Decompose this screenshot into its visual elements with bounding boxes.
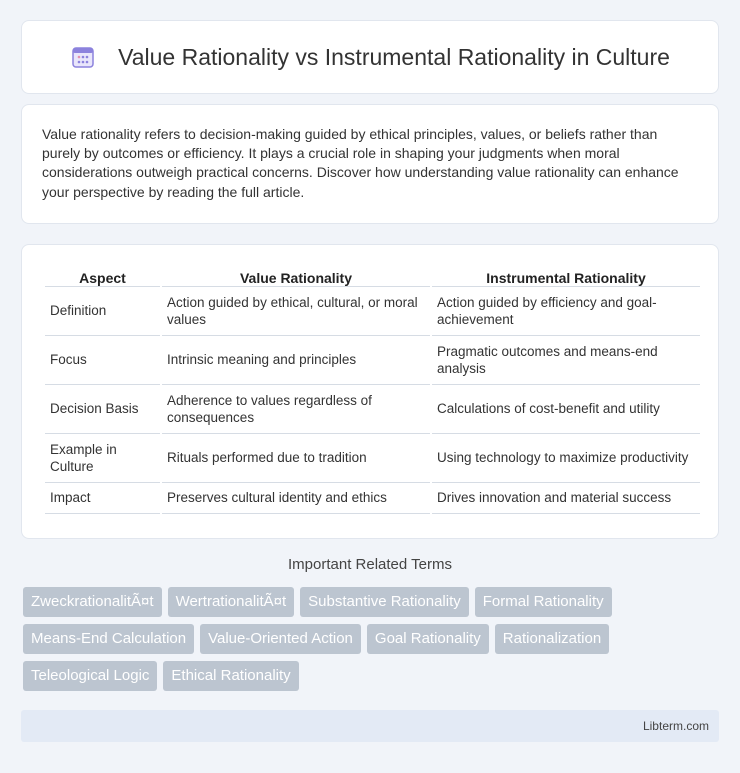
intro-text: Value rationality refers to decision-making guided by ethical principles, values, or beliefs rather than purely by outcomes or efficiency. It plays a crucial role in shaping your judgments when moral considerations outweigh practical concerns. Discover how understanding value rationality can enhance your perspective by reading the full article. (42, 126, 679, 200)
table-cell: Calculations of cost-benefit and utility (432, 385, 700, 434)
table-row (45, 483, 700, 514)
tag-substantive-rationality[interactable]: Substantive Rationality (300, 587, 469, 617)
related-terms-section (21, 556, 719, 691)
table-header-row (45, 267, 700, 287)
header-card (21, 20, 719, 94)
column-header-aspect: Aspect (45, 267, 160, 287)
tag-wertrationalitat[interactable]: WertrationalitÃ¤t (168, 587, 295, 617)
tag-zweckrationalitat[interactable]: ZweckrationalitÃ¤t (23, 587, 162, 617)
tag-value-oriented-action[interactable]: Value-Oriented Action (200, 624, 361, 654)
tag-ethical-rationality[interactable]: Ethical Rationality (163, 661, 298, 691)
table-cell: Using technology to maximize productivity (432, 434, 700, 483)
tag-formal-rationality[interactable]: Formal Rationality (475, 587, 612, 617)
table-cell: Impact (45, 483, 160, 514)
table-row (45, 287, 700, 336)
comparison-table (43, 267, 702, 514)
table-cell: Definition (45, 287, 160, 336)
intro-card (21, 104, 719, 224)
footer-site-link[interactable]: Libterm.com (642, 719, 709, 733)
tag-means-end-calculation[interactable]: Means-End Calculation (23, 624, 194, 654)
table-cell: Preserves cultural identity and ethics (162, 483, 430, 514)
table-cell: Decision Basis (45, 385, 160, 434)
column-header-instrumental-rationality: Instrumental Rationality (432, 267, 700, 287)
table-cell: Adherence to values regardless of consequences (162, 385, 430, 434)
table-cell: Rituals performed due to tradition (162, 434, 430, 483)
table-cell: Drives innovation and material success (432, 483, 700, 514)
tag-goal-rationality[interactable]: Goal Rationality (367, 624, 489, 654)
table-row (45, 336, 700, 385)
related-terms-tags (21, 587, 681, 691)
column-header-value-rationality: Value Rationality (162, 267, 430, 287)
comparison-card (21, 244, 719, 539)
table-cell: Action guided by ethical, cultural, or moral values (162, 287, 430, 336)
page-title: Value Rationality vs Instrumental Rationality in Culture (118, 43, 670, 70)
calendar-icon (70, 44, 96, 70)
table-cell: Pragmatic outcomes and means-end analysis (432, 336, 700, 385)
table-cell: Example in Culture (45, 434, 160, 483)
tag-teleological-logic[interactable]: Teleological Logic (23, 661, 157, 691)
table-cell: Intrinsic meaning and principles (162, 336, 430, 385)
table-cell: Action guided by efficiency and goal-achievement (432, 287, 700, 336)
table-row (45, 385, 700, 434)
tag-rationalization[interactable]: Rationalization (495, 624, 609, 654)
table-cell: Focus (45, 336, 160, 385)
related-terms-title: Important Related Terms (288, 556, 452, 573)
table-row (45, 434, 700, 483)
footer (21, 710, 719, 742)
